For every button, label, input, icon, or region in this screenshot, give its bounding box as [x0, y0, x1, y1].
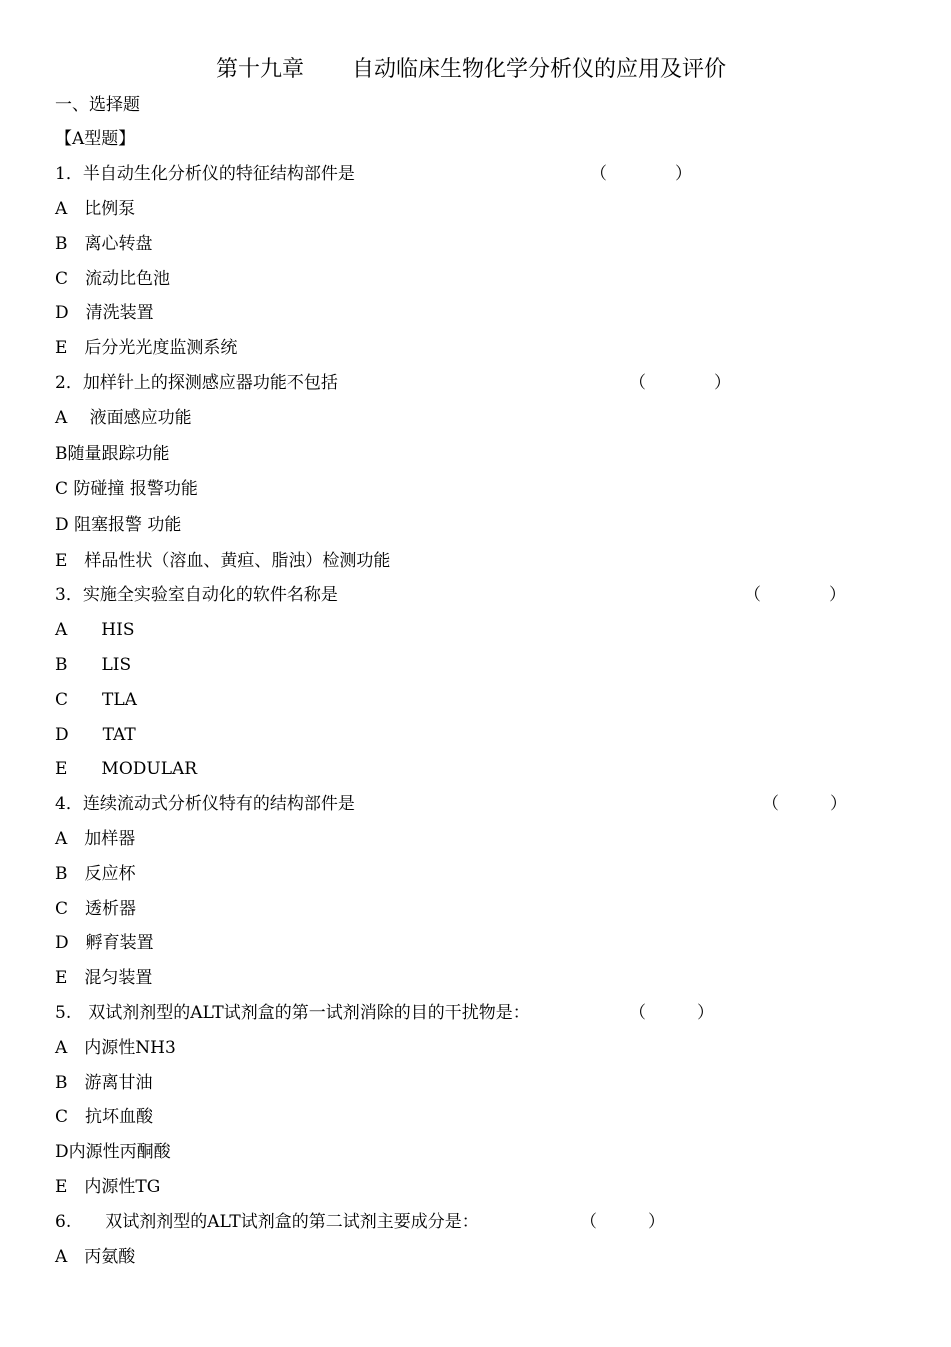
question-1-option-b: B 离心转盘	[55, 234, 153, 254]
question-3-option-b: B LIS	[55, 655, 132, 675]
question-1-option-e: E 后分光光度监测系统	[55, 338, 238, 358]
question-3-option-c: C TLA	[55, 690, 137, 710]
question-1-answer-blank: （ ）	[590, 164, 692, 184]
question-4-option-a: A 加样器	[55, 829, 136, 849]
chapter-name: 自动临床生物化学分析仪的应用及评价	[352, 57, 727, 82]
question-3-option-d: D TAT	[55, 725, 136, 745]
question-1-option-d: D 清洗装置	[55, 303, 154, 323]
question-5-option-b: B 游离甘油	[55, 1073, 153, 1093]
question-5-option-c: C 抗坏血酸	[55, 1107, 154, 1127]
question-2-option-a: A 液面感应功能	[55, 408, 192, 428]
question-2-option-e: E 样品性状（溶血、黄疸、脂浊）检测功能	[55, 551, 391, 571]
question-5-option-a: A 内源性NH3	[55, 1038, 176, 1058]
question-1-option-c: C 流动比色池	[55, 269, 171, 289]
question-3-answer-blank: （ ）	[744, 585, 846, 605]
question-2-option-c: C 防碰撞 报警功能	[55, 479, 198, 499]
chapter-title	[216, 56, 726, 84]
question-2-option-b: B随量跟踪功能	[55, 444, 170, 464]
question-1-stem: 1．半自动生化分析仪的特征结构部件是	[55, 164, 355, 184]
question-2-stem: 2．加样针上的探测感应器功能不包括	[55, 373, 338, 393]
question-4-answer-blank: （ ）	[762, 794, 847, 814]
question-5-option-d: D内源性丙酮酸	[55, 1142, 171, 1162]
question-3-option-a: A HIS	[55, 620, 135, 640]
question-4-option-c: C 透析器	[55, 899, 137, 919]
question-4-option-e: E 混匀装置	[55, 968, 153, 988]
question-5-stem: 5. 双试剂剂型的ALT试剂盒的第一试剂消除的目的干扰物是：	[55, 1003, 530, 1023]
chapter-number: 第十九章	[216, 57, 305, 82]
question-2-option-d: D 阻塞报警 功能	[55, 515, 182, 535]
question-4-stem: 4．连续流动式分析仪特有的结构部件是	[55, 794, 355, 814]
subsection-heading: 【A型题】	[55, 129, 136, 149]
question-2-answer-blank: （ ）	[629, 373, 731, 393]
question-4-option-b: B 反应杯	[55, 864, 136, 884]
question-6-answer-blank: （ ）	[580, 1212, 665, 1232]
question-3-option-e: E MODULAR	[55, 759, 198, 779]
question-4-option-d: D 孵育装置	[55, 933, 154, 953]
question-6-stem: 6. 双试剂剂型的ALT试剂盒的第二试剂主要成分是：	[55, 1212, 479, 1232]
question-1-option-a: A 比例泵	[55, 199, 136, 219]
question-5-option-e: E 内源性TG	[55, 1177, 161, 1197]
question-5-answer-blank: （ ）	[629, 1003, 714, 1023]
question-6-option-a: A 丙氨酸	[55, 1247, 136, 1267]
section-heading: 一、选择题	[55, 95, 140, 115]
question-3-stem: 3．实施全实验室自动化的软件名称是	[55, 585, 338, 605]
